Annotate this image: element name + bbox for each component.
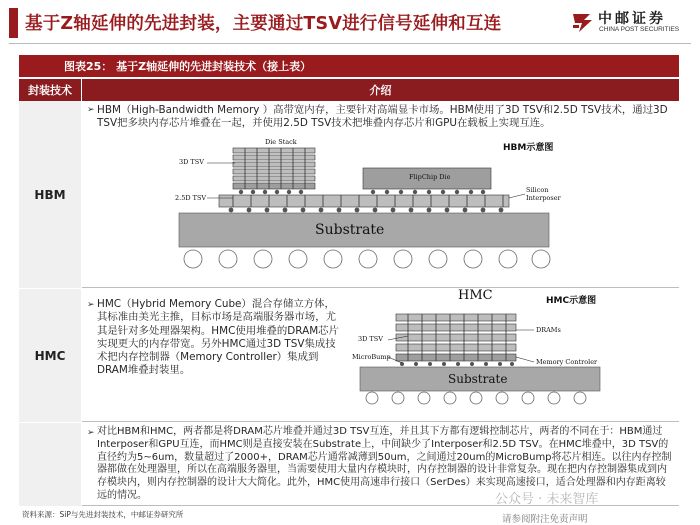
figure-title: 图表25： 基于Z轴延伸的先进封装技术（接上表） (64, 60, 312, 73)
figure-title-bar (19, 55, 679, 77)
source-note: 资料来源：SiP与先进封装技术，中邮证券研究所 (22, 510, 184, 519)
drams-label: DRAMs (536, 326, 561, 334)
tsv3d-label: 3D TSV (179, 158, 204, 166)
substrate-label: Substrate (315, 222, 385, 238)
header-divider (9, 43, 691, 44)
comparison-description: 对比HBM和HMC，两者都是将DRAM芯片堆叠并通过3D TSV互连，并且其下方都有逻辑控制芯片，两者的不同在于：HBM通过Interposer和GPU互连，而HMC则是直接安装在Substrate上，中间缺少了Interposer和2.5D TSV。在HMC堆叠中，3D TSV的直径约为5~6um，数量超过了2000+，DRAM芯片通常减薄到50um，之间通过20um的MicroBump将芯片相连。以往内存控制器都做在处理器里，所以在高端服务器里，当需要使用大量内存模块时，内存控制器的设计非常复杂。现在把内存控制器集成到内存模块内，则内存控制器的设计大大简化。此外，HMC使用高速串行接口（SerDes）来实现高速接口，适合处理器和内存距离较远的情况。 (97, 426, 672, 501)
die-stack-layers (233, 148, 315, 189)
hbm-diagram-graphic (173, 138, 573, 278)
silicon-interposer (219, 195, 509, 207)
page-header (0, 0, 700, 44)
column-header-tech: 封装技术 (19, 79, 81, 101)
bullet-arrow-icon: ➢ (87, 300, 95, 310)
hbm-diagram (173, 138, 573, 278)
microbump-label: MicroBump (352, 353, 391, 361)
die-stack-label: Die Stack (265, 138, 297, 146)
row-label-hmc: HMC (19, 289, 81, 422)
hmc-tsv3d-label: 3D TSV (358, 335, 383, 343)
hmc-description: HMC（Hybrid Memory Cube）混合存储立方体，其标准由美光主推，目标市场是高端服务器市场，尤其是针对多处理器架构。HMC使用堆叠的DRAM芯片实现更大的内存带宽。另外HMC通过3D TSV集成技术把内存控制器（Memory Controller）集成到DRAM堆叠封装里。 (97, 298, 339, 377)
memory-controller-label: Memory Controler (536, 358, 598, 366)
column-header-intro: 介绍 (82, 79, 679, 101)
tsv25d-label: 2.5D TSV (175, 194, 207, 202)
disclaimer-note: 请参阅附注免责声明 (502, 514, 588, 525)
flipchip-label: FlipChip Die (409, 173, 451, 181)
title-accent-bar (9, 8, 18, 38)
interposer-label: Silicon Interposer (526, 186, 561, 202)
logo-en-text: CHINA POST SECURITIES (599, 26, 680, 33)
hmc-diagram-caption: HMC示意图 (546, 296, 597, 306)
bullet-arrow-icon: ➢ (87, 428, 95, 438)
watermark: 公众号 · 未来智库 (495, 492, 599, 507)
hmc-diagram-title: HMC (458, 288, 493, 303)
bullet-arrow-icon: ➢ (87, 105, 95, 115)
china-post-logo-icon (570, 9, 596, 35)
company-logo (570, 6, 696, 40)
logo-cn-text: 中邮证券 (598, 11, 666, 27)
hbm-diagram-caption: HBM示意图 (503, 143, 554, 153)
page-title: 基于Z轴延伸的先进封装，主要通过TSV进行信号延伸和互连 (25, 14, 502, 34)
hmc-diagram (350, 290, 618, 410)
hmc-substrate-label: Substrate (448, 372, 508, 386)
row-label-comparison (19, 423, 81, 506)
dram-layers (396, 314, 516, 361)
row-label-hbm: HBM (19, 101, 81, 288)
hmc-diagram-graphic (350, 290, 618, 410)
hbm-description: HBM（High-Bandwidth Memory ）高带宽内存，主要针对高端显卡市场。HBM使用了3D TSV和2.5D TSV技术，通过3D TSV把多块内存芯片堆叠在一起，并使用2.5D TSV技术把堆叠内存芯片和GPU在载板上实现互连。 (97, 104, 668, 130)
